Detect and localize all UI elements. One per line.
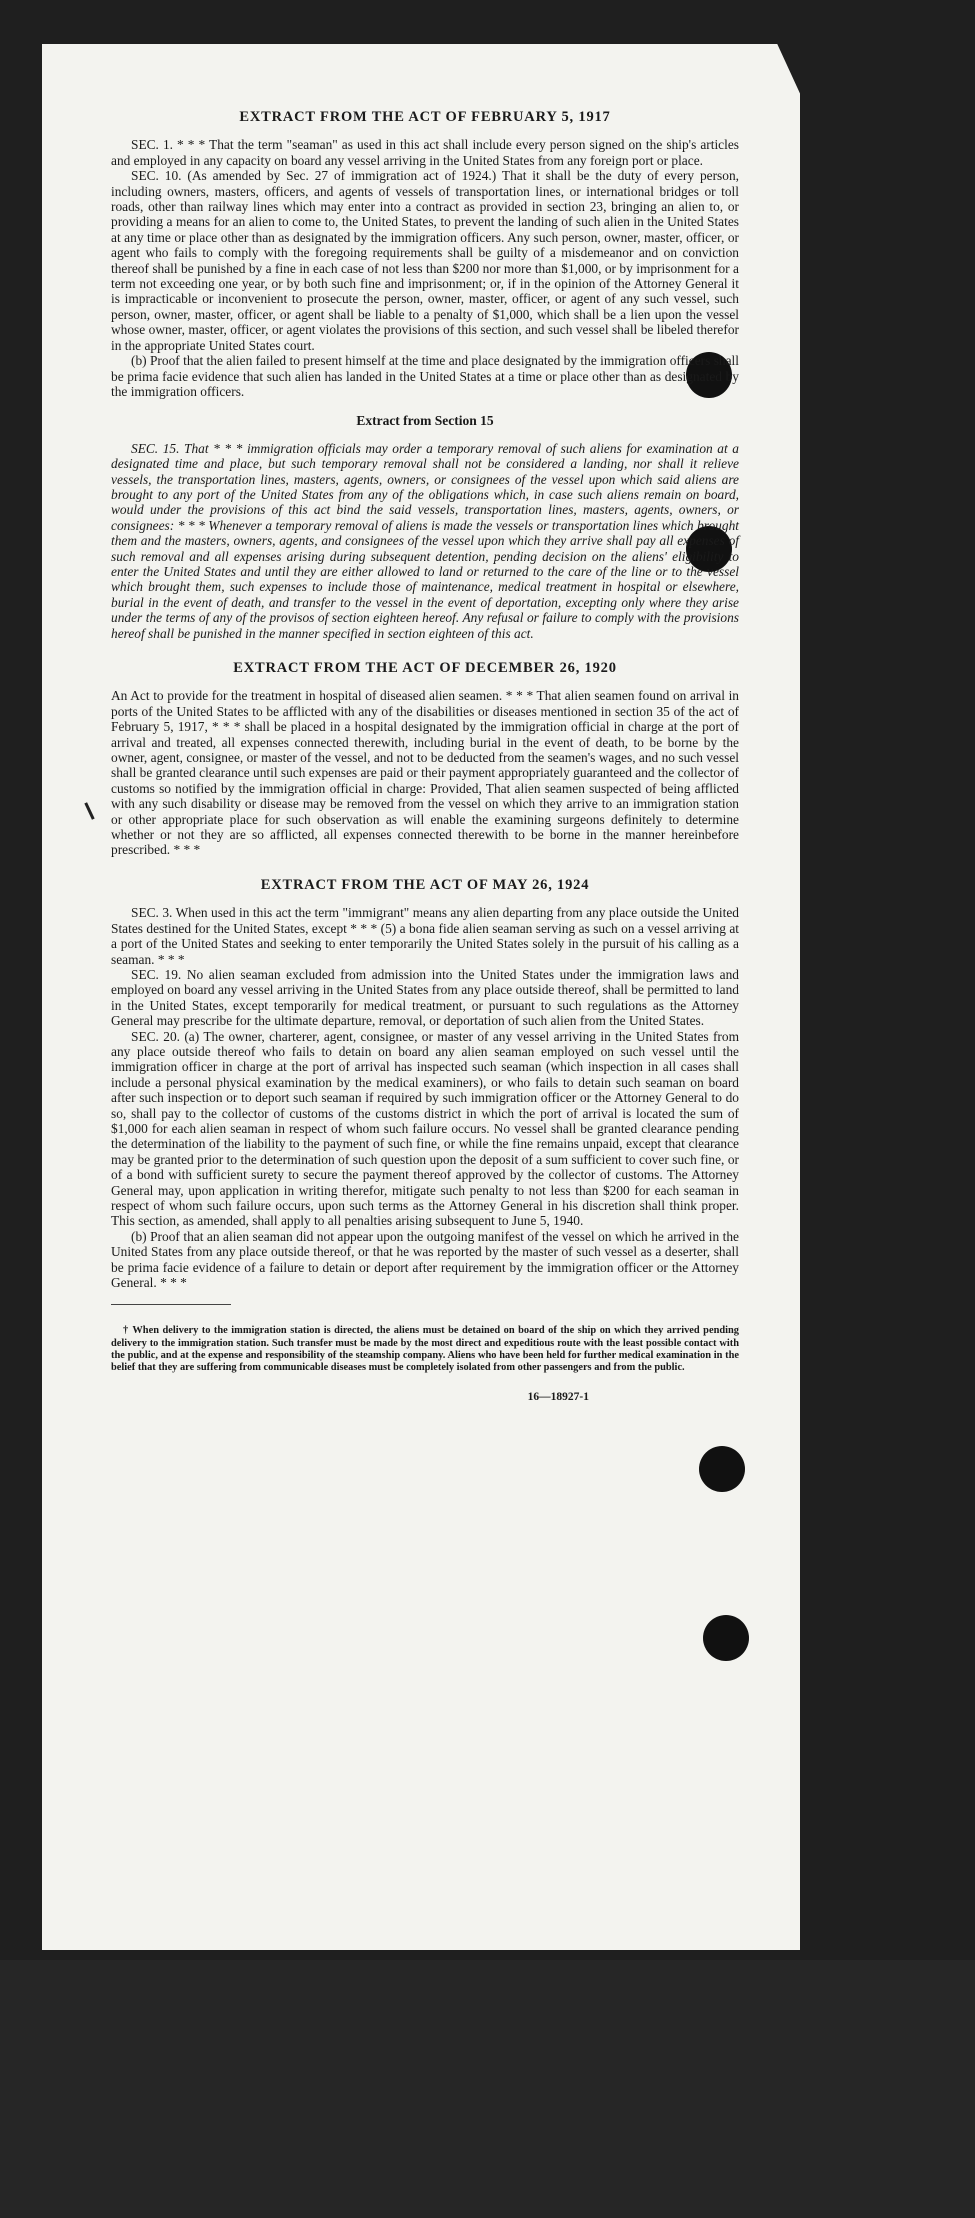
paragraph: SEC. 19. No alien seaman excluded from admission into the United States under the immigration laws and employed on board any vessel arriving in the United States from any place outside thereof, shall be permitted to land in the United States, except temporarily for medical treatment, or pursuant to such regulations as the Attorney General may prescribe for the ultimate departure, removal, or deportation of such alien from the United States. [111,966,739,1029]
footnote: † When delivery to the immigration station is directed, the aliens must be detained on board of the ship on which they arrived pending delivery to the immigration station. Such transfer must be made by the most direct and expeditious route with the least possible contact with the public, and at the expense and responsibility of the steamship company. Aliens who have been held for further medical examination in the belief that they are suffering from communicable diseases must be completely isolated from other passengers and from the public. [111,1325,739,1374]
paragraph: (b) Proof that the alien failed to present himself at the time and place designated by the immigration officers shall be prima facie evidence that such alien has landed in the United States at a time or place other than as designated by the immigration officers. [111,353,739,399]
punch-hole [703,1615,749,1661]
paragraph: SEC. 15. That * * * immigration officials may order a temporary removal of such aliens for examination at a designated time and place, but such temporary removal shall not be considered a landing, nor shall it relieve vessels, the transportation lines, masters, agents, owners, or consignees of the vessel upon which said aliens are brought to any port of the United States from any of the obligations which, in case such aliens remain on board, would under the provisions of this act bind the said vessels, transportation lines, masters, agents, owners, or consignees: * * * Whenever a temporary removal of aliens is made the vessels or transportation lines which brought them and the masters, owners, agents, and consignees of the vessel upon which they arrive shall pay all expenses of such removal and all expenses arising during subsequent detention, pending decision on the aliens' eligibility to enter the United States and until they are either allowed to land or returned to the care of the line or to the vessel which brought them, such expenses to include those of maintenance, medical treatment in hospital or elsewhere, burial in the event of death, and transfer to the vessel in the event of deportation, excepting only where they arise under the terms of any of the provisos of section eighteen hereof. Any refusal or failure to comply with the provisions hereof shall be punished in the manner specified in section eighteen of this act. [111,440,739,641]
document-body [111,110,739,1406]
section-heading: EXTRACT FROM THE ACT OF DECEMBER 26, 1920 [233,660,617,676]
scanner-background [0,1960,975,2218]
section-subheading: Extract from Section 15 [356,413,494,429]
section-heading: EXTRACT FROM THE ACT OF FEBRUARY 5, 1917 [239,109,611,125]
section-heading: EXTRACT FROM THE ACT OF MAY 26, 1924 [260,876,590,893]
form-number: 16—18927-1 [527,1391,589,1404]
paragraph: (b) Proof that an alien seaman did not appear upon the outgoing manifest of the vessel on which he arrived in the United States from any place outside thereof, or that he was reported by the master of such vessel as a deserter, shall be prima facie evidence of a failure to detain or deport after requirement by the immigration officer or the Attorney General. * * * [111,1228,739,1291]
paragraph: SEC. 20. (a) The owner, charterer, agent, consignee, or master of any vessel arriving in the United States from any place outside thereof who fails to detain on board any alien seaman employed on such vessel until the immigration officer in charge at the port of arrival has inspected such seaman (which inspection in all cases shall include a personal physical examination by the medical examiners), or who fails to detain such seaman on board after such inspection or to deport such seaman if required by such immigration officer or the Attorney General to do so, shall pay to the collector of customs of the customs district in which the port of arrival is located the sum of $1,000 for each alien seaman in respect of whom such failure occurs. No vessel shall be granted clearance pending the determination of the liability to the payment of such fine, or while the fine remains unpaid, except that clearance may be granted prior to the determination of such question upon the deposit of a sum sufficient to cover such fine, or of a bond with sufficient surety to secure the payment thereof approved by the collector of customs. The Attorney General may, upon application in writing therefor, mitigate such penalty to not less than $200 for each seaman in respect of whom such failure occurs, upon such terms as the Attorney General in his discretion shall think proper. This section, as amended, shall apply to all penalties arising subsequent to June 5, 1940. [111,1028,739,1229]
paragraph: SEC. 3. When used in this act the term "immigrant" means any alien departing from any place outside the United States destined for the United States, except * * * (5) a bona fide alien seaman serving as such on a vessel arriving at a port of the United States and seeking to enter temporarily the United States solely in the pursuit of his calling as a seaman. * * * [111,905,739,967]
paragraph: An Act to provide for the treatment in hospital of diseased alien seamen. * * * That alien seamen found on arrival in ports of the United States to be afflicted with any of the disabilities or diseases mentioned in section 35 of the act of February 5, 1917, * * * shall be placed in a hospital designated by the immigration official in charge at the port of arrival and treated, all expenses connected therewith, including burial in the event of death, to be borne by the owner, agent, consignee, or master of the vessel, and not to be deducted from the seamen's wages, and no such vessel shall be granted clearance until such expenses are paid or their payment appropriately guaranteed and the collector of customs so notified by the immigration official in charge: Provided, That alien seamen suspected of being afflicted with any such disability or disease may be removed from the vessel on which they arrive to an immigration station or other appropriate place for such observation as will enable the examining surgeons definitely to determine whether or not they are so afflicted, all expenses connected therewith to be borne in the manner hereinbefore prescribed. * * * [111,688,739,858]
footnote-divider [111,1304,231,1305]
paragraph: SEC. 10. (As amended by Sec. 27 of immigration act of 1924.) That it shall be the duty of every person, including owners, masters, officers, and agents of vessels of transportation lines, or international bridges or toll roads, other than railway lines which may enter into a contract as provided in section 23, bringing an alien to, or providing a means for an alien to come to, the United States, to prevent the landing of such alien in the United States at any time or place other than as designated by the immigration officers. Any such person, owner, master, officer, or agent who fails to comply with the foregoing requirements shall be guilty of a misdemeanor and on conviction thereof shall be punished by a fine in each case of not less than $200 nor more than $1,000, or by imprisonment for a term not exceeding one year, or by both such fine and imprisonment; or, if in the opinion of the Attorney General it is impracticable or inconvenient to prosecute the person, owner, master, officer, or agent of any such vessel, such person, owner, master, officer, or agent shall be liable to a penalty of $1,000, which shall be a lien upon the vessel whose owner, master, officer, or agent violates the provisions of this section, and such vessel shall be libeled therefor in the appropriate United States court. [111,168,739,353]
punch-hole [699,1446,745,1492]
paragraph: SEC. 1. * * * That the term "seaman" as used in this act shall include every person signed on the ship's articles and employed in any capacity on board any vessel arriving in the United States from any foreign port or place. [111,137,739,168]
